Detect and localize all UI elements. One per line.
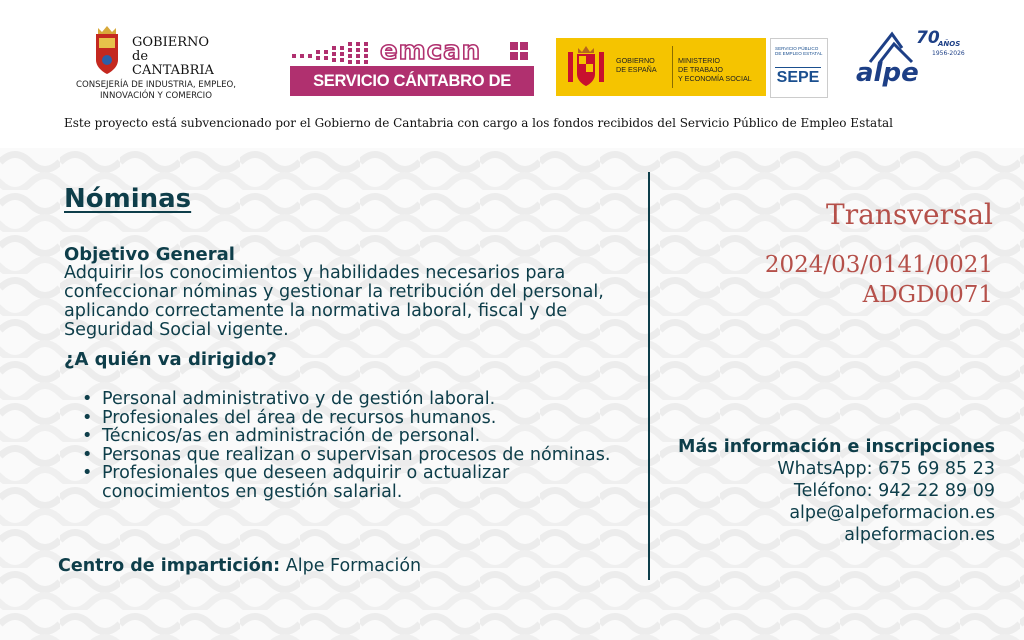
- training-center-label: Centro de impartición:: [58, 556, 281, 576]
- header-logos-bar: [0, 0, 1024, 148]
- alpe-years-range: 1956-2026: [932, 50, 965, 57]
- cantabria-shield-icon: [90, 24, 124, 76]
- emcan-logo: [290, 36, 534, 120]
- cantabria-consejeria: CONSEJERÍA DE INDUSTRIA, EMPLEO, INNOVACIÓN Y COMERCIO: [75, 80, 237, 101]
- emcan-wordmark: emcan: [380, 36, 482, 66]
- alpe-anos-label: AÑOS: [938, 40, 961, 48]
- course-title: Nóminas: [64, 184, 192, 214]
- column-divider: [648, 172, 650, 580]
- contact-info: [678, 436, 995, 546]
- training-center-value: Alpe Formación: [285, 556, 422, 576]
- audience-heading: ¿A quién va dirigido?: [64, 349, 277, 370]
- alpe-logo: [852, 28, 972, 100]
- list-item: • Personas que realizan o supervisan procesos de nóminas.: [102, 446, 632, 465]
- audience-list: [82, 390, 632, 502]
- cantabria-title: GOBIERNO de CANTABRIA: [132, 35, 214, 78]
- sepe-fullname: SERVICIO PÚBLICO DE EMPLEO ESTATAL: [775, 46, 823, 57]
- gobierno-espana-logo: [556, 38, 766, 96]
- objective-text: Adquirir los conocimientos y habilidades necesarios para confeccionar nóminas y gestionar la retribución del personal, aplicando correctamente la normativa laboral, fiscal y de Seguridad Social vigente.: [64, 263, 604, 340]
- list-item: • Técnicos/as en administración de personal.: [102, 427, 632, 446]
- gobierno-cantabria-logo: [66, 22, 246, 110]
- website-link[interactable]: alpeformacion.es: [844, 525, 995, 545]
- alpe-70-anniversary: 70: [916, 28, 940, 48]
- sepe-logo: [770, 38, 828, 98]
- contact-heading: Más información e inscripciones: [678, 437, 995, 457]
- gobierno-divider: [672, 46, 673, 88]
- list-item: • Profesionales del área de recursos humanos.: [102, 409, 632, 428]
- phone-contact[interactable]: Teléfono: 942 22 89 09: [793, 481, 995, 501]
- list-item: • Profesionales que deseen adquirir o actualizar conocimientos en gestión salarial.: [102, 464, 632, 501]
- objective-heading: Objetivo General: [64, 244, 235, 265]
- emcan-service-name: SERVICIO CÁNTABRO DE EMPLEO: [290, 66, 534, 96]
- gobierno-espana-text: GOBIERNO DE ESPAÑA: [616, 56, 657, 74]
- alpe-wordmark: alpe: [856, 58, 919, 88]
- course-file-code: 2024/03/0141/0021: [764, 252, 993, 278]
- ministerio-text: MINISTERIO DE TRABAJO Y ECONOMÍA SOCIAL: [678, 56, 752, 83]
- spain-coat-of-arms-icon: [564, 44, 608, 90]
- course-type: Transversal: [826, 198, 993, 231]
- sepe-wordmark: SEPE: [776, 69, 820, 86]
- whatsapp-contact[interactable]: WhatsApp: 675 69 85 23: [777, 459, 995, 479]
- training-center: [58, 556, 421, 576]
- email-link[interactable]: alpe@alpeformacion.es: [789, 503, 995, 523]
- list-item: • Personal administrativo y de gestión laboral.: [102, 390, 632, 409]
- course-specialty-code: ADGD0071: [862, 282, 993, 308]
- subsidy-note: Este proyecto está subvencionado por el Gobierno de Cantabria con cargo a los fondos recibidos del Servicio Público de Empleo Estatal: [64, 116, 894, 130]
